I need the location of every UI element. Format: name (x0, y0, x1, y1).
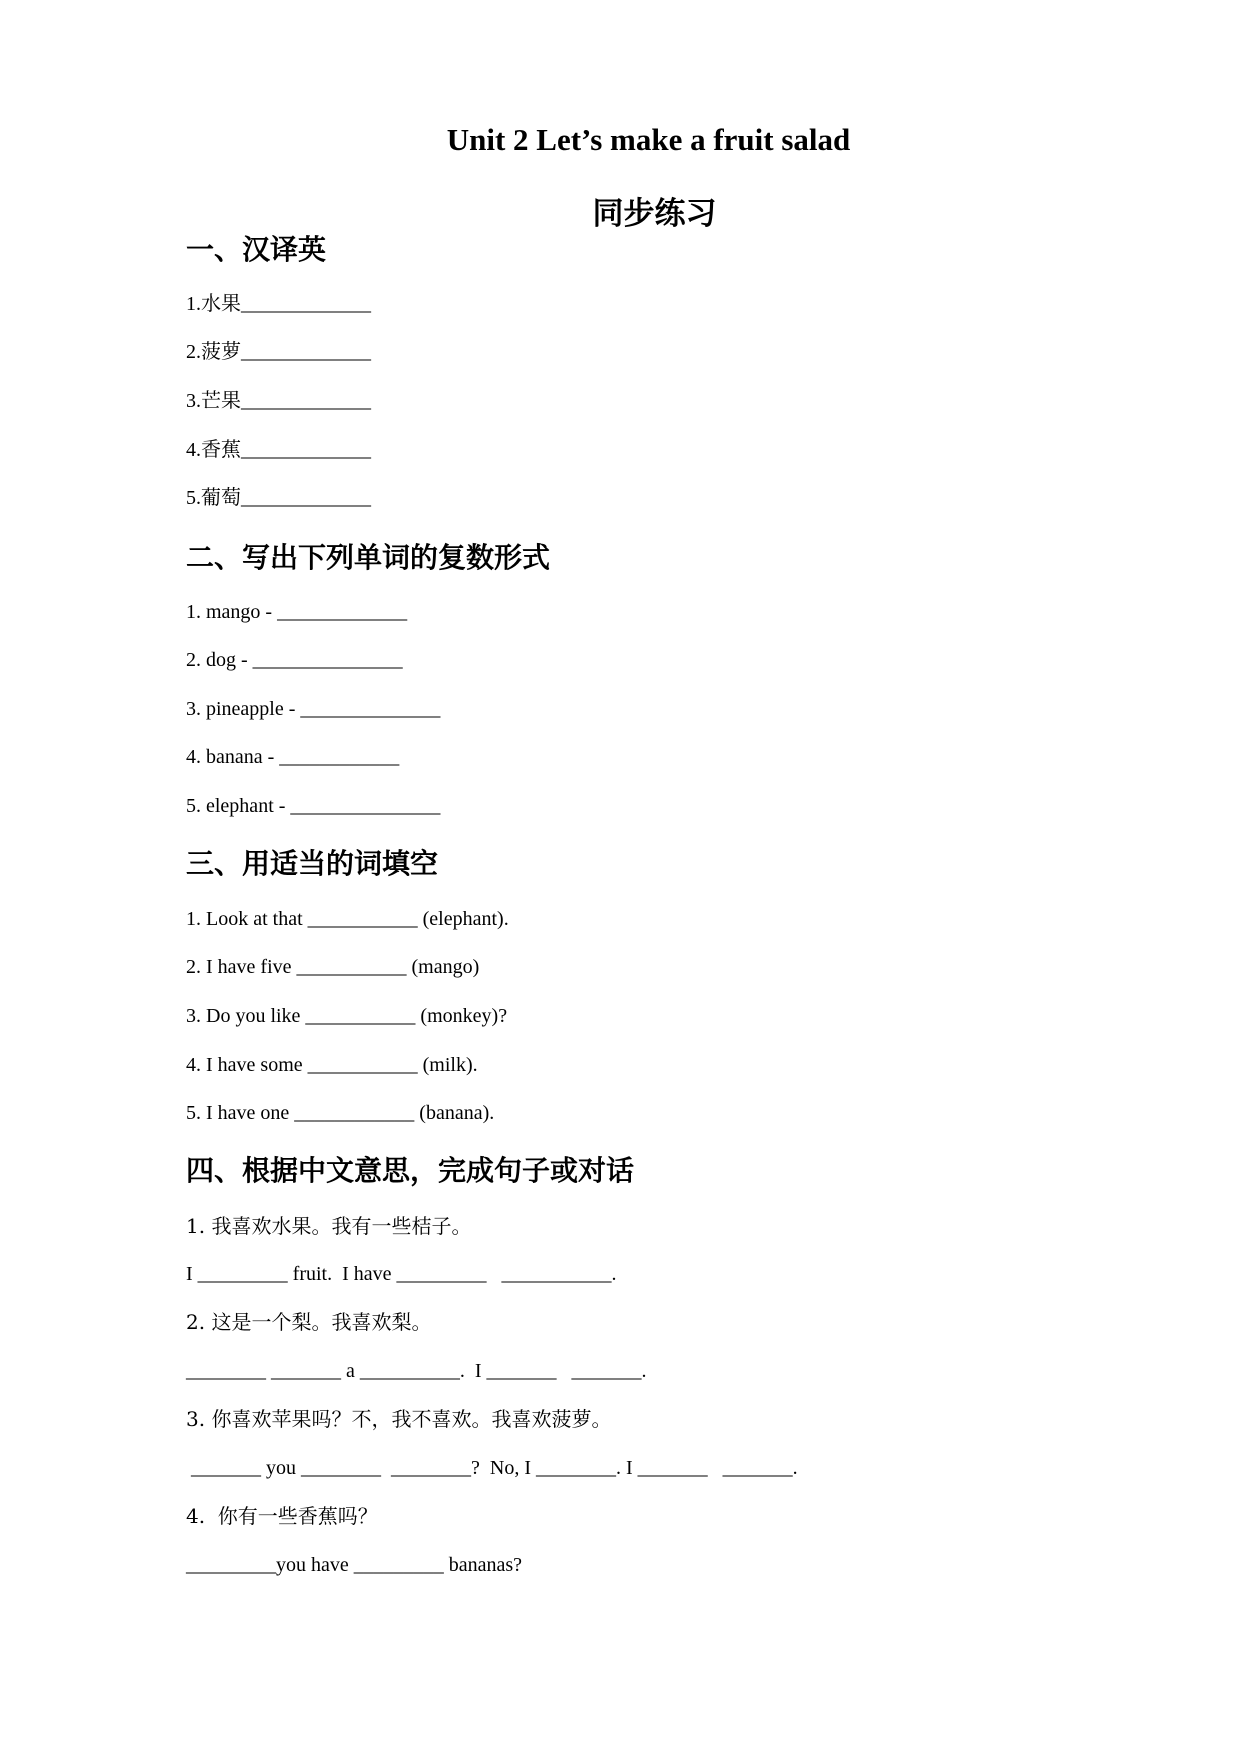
section-3-item-5: 5. I have one ____________ (banana). (186, 1102, 495, 1124)
section-3-item-2: 2. I have five ___________ (mango) (186, 956, 480, 978)
section-3-heading: 三、用适当的词填空 (186, 847, 439, 880)
section-4-prompt-4: 4. 你有一些香蕉吗？ (186, 1504, 378, 1528)
section-3-item-3: 3. Do you like ___________ (monkey)? (186, 1005, 508, 1027)
section-4-answer-4: _________you have _________ bananas? (186, 1554, 523, 1576)
section-1-item-1: 1.水果_____________ (186, 293, 371, 315)
section-1-heading: 一、汉译英 (186, 233, 327, 266)
section-2-item-4: 4. banana - ____________ (186, 746, 400, 768)
section-4-answer-1: I _________ fruit. I have _________ ___________. (186, 1263, 617, 1285)
section-2-heading: 二、写出下列单词的复数形式 (186, 541, 551, 574)
section-4-prompt-3: 3. 你喜欢苹果吗？不，我不喜欢。我喜欢菠萝。 (186, 1407, 612, 1431)
section-2-item-2: 2. dog - _______________ (186, 649, 403, 671)
section-4-answer-2: ________ _______ a __________. I _______ _______. (186, 1360, 647, 1382)
worksheet-subtitle: 同步练习 (592, 196, 717, 232)
section-4-answer-3: _______ you ________ ________? No, I ________. I _______ _______. (186, 1457, 798, 1479)
section-2-item-1: 1. mango - _____________ (186, 601, 408, 623)
worksheet-title: Unit 2 Let’s make a fruit salad (446, 122, 851, 157)
section-4-prompt-1: 1. 我喜欢水果。我有一些桔子。 (186, 1214, 472, 1238)
section-1-item-4: 4.香蕉_____________ (186, 439, 371, 461)
section-1-item-5: 5.葡萄_____________ (186, 487, 371, 509)
section-3-item-1: 1. Look at that ___________ (elephant). (186, 908, 509, 930)
section-1-item-3: 3.芒果_____________ (186, 390, 371, 412)
section-1-item-2: 2.菠萝_____________ (186, 341, 371, 363)
section-3-item-4: 4. I have some ___________ (milk). (186, 1054, 478, 1076)
section-2-item-3: 3. pineapple - ______________ (186, 698, 441, 720)
section-4-prompt-2: 2. 这是一个梨。我喜欢梨。 (186, 1310, 432, 1334)
section-2-item-5: 5. elephant - _______________ (186, 795, 441, 817)
section-4-heading: 四、根据中文意思，完成句子或对话 (186, 1154, 635, 1187)
